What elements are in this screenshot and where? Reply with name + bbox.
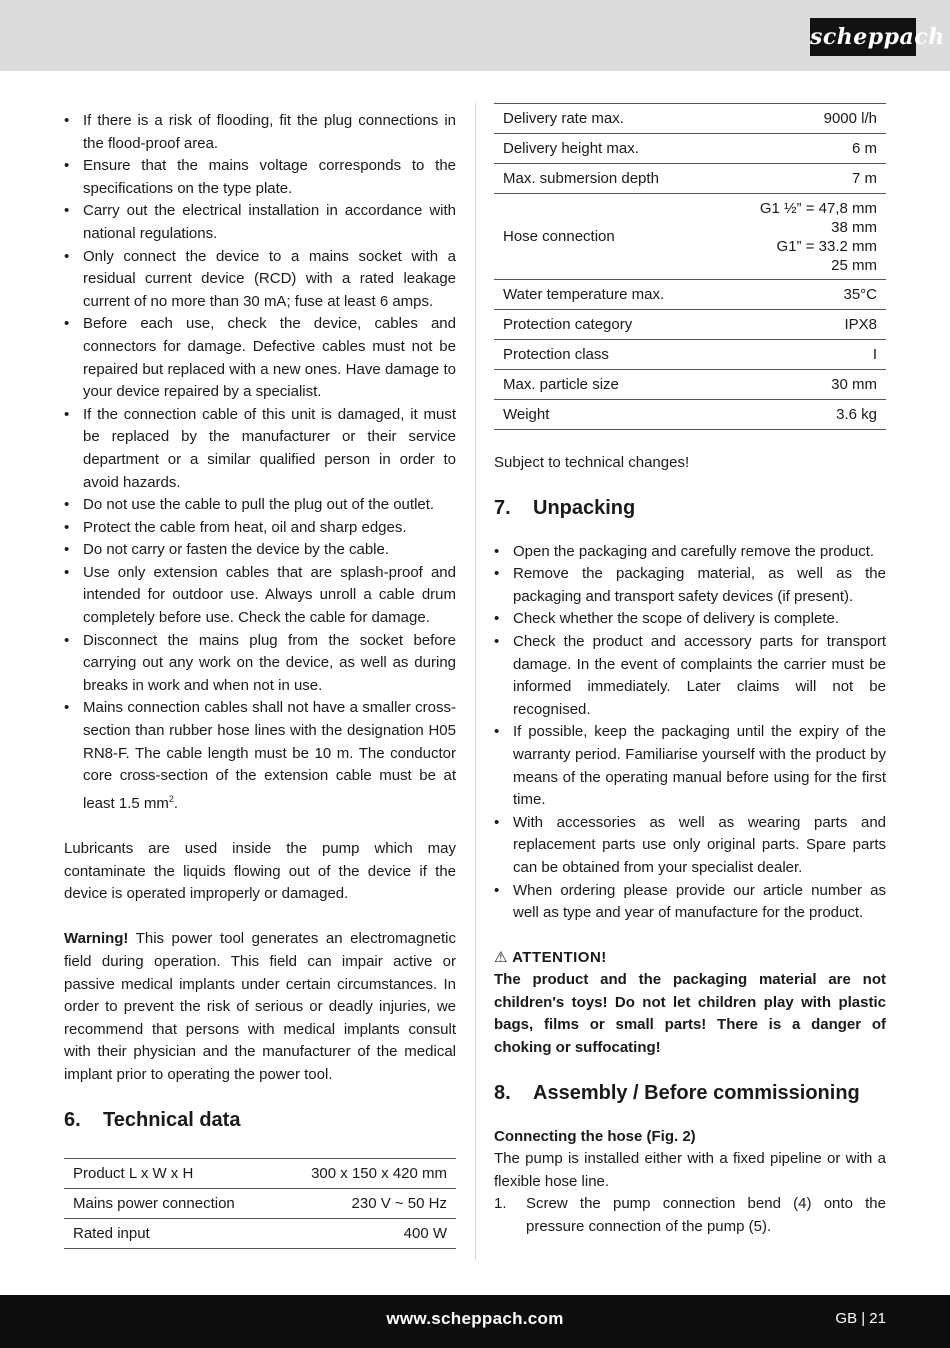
table-value: 30 mm	[717, 370, 886, 400]
hose-subheading: Connecting the hose (Fig. 2)	[494, 1127, 696, 1145]
table-row	[494, 194, 886, 280]
table-value: IPX8	[717, 310, 886, 340]
table-value: 6 m	[717, 134, 886, 164]
hose-paragraph: The pump is installed either with a fixed pipeline or with a flexible hose line.	[494, 1150, 886, 1190]
list-item: • Open the packaging and carefully remove the product.	[494, 541, 886, 564]
table-row	[494, 310, 886, 340]
table-label: Hose connection	[494, 194, 717, 280]
list-item: • If there is a risk of flooding, fit the plug connections in the flood-proof area.	[64, 110, 456, 155]
step-number: 1.	[494, 1195, 507, 1213]
table-row	[494, 280, 886, 310]
table-value: 400 W	[275, 1218, 456, 1248]
table-value: 7 m	[717, 164, 886, 194]
right-column	[494, 103, 886, 1239]
website-link[interactable]: www.scheppach.com	[386, 1309, 564, 1328]
table-value: 9000 l/h	[717, 104, 886, 134]
table-row	[494, 104, 886, 134]
section-heading: Assembly / Before commissioning	[533, 1081, 860, 1104]
safety-bullet-list	[64, 110, 456, 815]
section-heading: Unpacking	[533, 496, 636, 519]
page-number: GB | 21	[835, 1310, 886, 1327]
section-title-unpacking	[494, 495, 886, 521]
table-label: Mains power connection	[64, 1188, 275, 1218]
section-title-assembly	[494, 1080, 886, 1106]
warning-triangle-icon: ⚠	[494, 948, 508, 966]
table-value: 3.6 kg	[717, 400, 886, 430]
column-divider	[475, 103, 476, 1260]
list-item: • With accessories as well as wearing parts and replacement parts use only original parts. Spare parts can be obtained from your specialist dealer.	[494, 812, 886, 880]
section-heading: Technical data	[103, 1108, 241, 1131]
table-value: 230 V ~ 50 Hz	[275, 1188, 456, 1218]
footer-bar	[0, 1295, 950, 1348]
period: .	[173, 794, 179, 812]
technical-data-table-continued	[494, 103, 886, 430]
list-item: • Carry out the electrical installation in accordance with national regulations.	[64, 200, 456, 245]
table-row	[494, 400, 886, 430]
section-number: 8.	[494, 1081, 511, 1104]
list-item: • Only connect the device to a mains socket with a residual current device (RCD) with a rated leakage current of no more than 30 mA; fuse at least 6 amps.	[64, 246, 456, 314]
list-item	[64, 697, 456, 815]
attention-text: The product and the packaging material are not children's toys! Do not let children play with plastic bags, films or small parts! There is a danger of choking or suffocating!	[494, 971, 886, 1057]
table-row	[494, 134, 886, 164]
table-row	[64, 1218, 456, 1248]
list-item: • If the connection cable of this unit is damaged, it must be replaced by the manufacturer or their service department or a similar qualified person in order to avoid hazards.	[64, 404, 456, 494]
warning-text: This power tool generates an electromagnetic field during operation. This field can impair active or passive medical implants under certain circumstances. In order to prevent the risk of serious or deadly injuries, we recommend that persons with medical implants consult with their physician and the manufacturer of the medical implant prior to operating the power tool.	[64, 930, 456, 1083]
step-text: Screw the pump connection bend (4) onto the pressure connection of the pump (5).	[526, 1195, 886, 1236]
table-row	[494, 164, 886, 194]
header-bar	[0, 0, 950, 71]
table-label: Protection class	[494, 340, 717, 370]
list-item: • Ensure that the mains voltage corresponds to the specifications on the type plate.	[64, 155, 456, 200]
table-value: 35°C	[717, 280, 886, 310]
warning-label: Warning!	[64, 930, 129, 948]
table-label: Product L x W x H	[64, 1158, 275, 1188]
section-number: 6.	[64, 1108, 81, 1131]
table-label: Delivery rate max.	[494, 104, 717, 134]
list-item: • Before each use, check the device, cables and connectors for damage. Defective cables must not be repaired but replaced with a new ones. Have damage to your device repaired by a specialist.	[64, 313, 456, 403]
table-label: Max. particle size	[494, 370, 717, 400]
list-item: • When ordering please provide our article number as well as type and year of manufacture for the product.	[494, 880, 886, 925]
section-title-technical-data	[64, 1107, 456, 1133]
list-item: • Remove the packaging material, as well as the packaging and transport safety devices (if present).	[494, 563, 886, 608]
list-item: • Protect the cable from heat, oil and sharp edges.	[64, 517, 456, 540]
list-item	[494, 1193, 886, 1238]
list-item: • Use only extension cables that are splash-proof and intended for outdoor use. Always unroll a cable drum completely before use. Check the cable for damage.	[64, 562, 456, 630]
table-label: Delivery height max.	[494, 134, 717, 164]
technical-data-table	[64, 1158, 456, 1249]
list-item: • If possible, keep the packaging until the expiry of the warranty period. Familiarise yourself with the product by means of the operating manual before using for the first time.	[494, 721, 886, 811]
list-item: • Do not use the cable to pull the plug out of the outlet.	[64, 494, 456, 517]
table-label: Rated input	[64, 1218, 275, 1248]
assembly-steps	[494, 1193, 886, 1238]
hose-value: G1” = 33.2 mm	[776, 237, 877, 255]
table-row	[494, 340, 886, 370]
list-item: • Check the product and accessory parts for transport damage. In the event of complaints the carrier must be informed immediately. Later claims will not be recognised.	[494, 631, 886, 721]
table-value	[717, 194, 886, 280]
list-item: • Disconnect the mains plug from the socket before carrying out any work on the device, as well as during breaks in work and when not in use.	[64, 630, 456, 698]
table-row	[64, 1158, 456, 1188]
attention-heading	[494, 947, 886, 970]
unpacking-bullet-list	[494, 541, 886, 925]
table-row	[494, 370, 886, 400]
table-value: I	[717, 340, 886, 370]
table-value: 300 x 150 x 420 mm	[275, 1158, 456, 1188]
list-item: • Do not carry or fasten the device by the cable.	[64, 539, 456, 562]
table-label: Weight	[494, 400, 717, 430]
table-row	[64, 1188, 456, 1218]
hose-value: 38 mm	[831, 218, 877, 236]
lubricants-paragraph: Lubricants are used inside the pump which may contaminate the liquids flowing out of the device if the device is operated improperly or damaged.	[64, 840, 456, 903]
warning-paragraph	[64, 928, 456, 1086]
left-column	[64, 110, 456, 1249]
hose-value: 25 mm	[831, 256, 877, 274]
section-number: 7.	[494, 496, 511, 519]
table-label: Water temperature max.	[494, 280, 717, 310]
attention-label: ATTENTION!	[512, 948, 607, 966]
table-label: Max. submersion depth	[494, 164, 717, 194]
subject-to-changes: Subject to technical changes!	[494, 454, 690, 471]
superscript: 2	[168, 793, 174, 804]
scheppach-logo: scheppach	[810, 18, 916, 56]
table-label: Protection category	[494, 310, 717, 340]
list-item: • Check whether the scope of delivery is complete.	[494, 608, 886, 631]
hose-value: G1 ½” = 47,8 mm	[759, 199, 877, 217]
cable-spec-text: Mains connection cables shall not have a smaller cross-section than rubber hose lines with the designation H05 RN8-F. The cable length must be 10 m. The conductor core cross-section of the extension cable must be at least 1.5 mm	[83, 699, 456, 812]
